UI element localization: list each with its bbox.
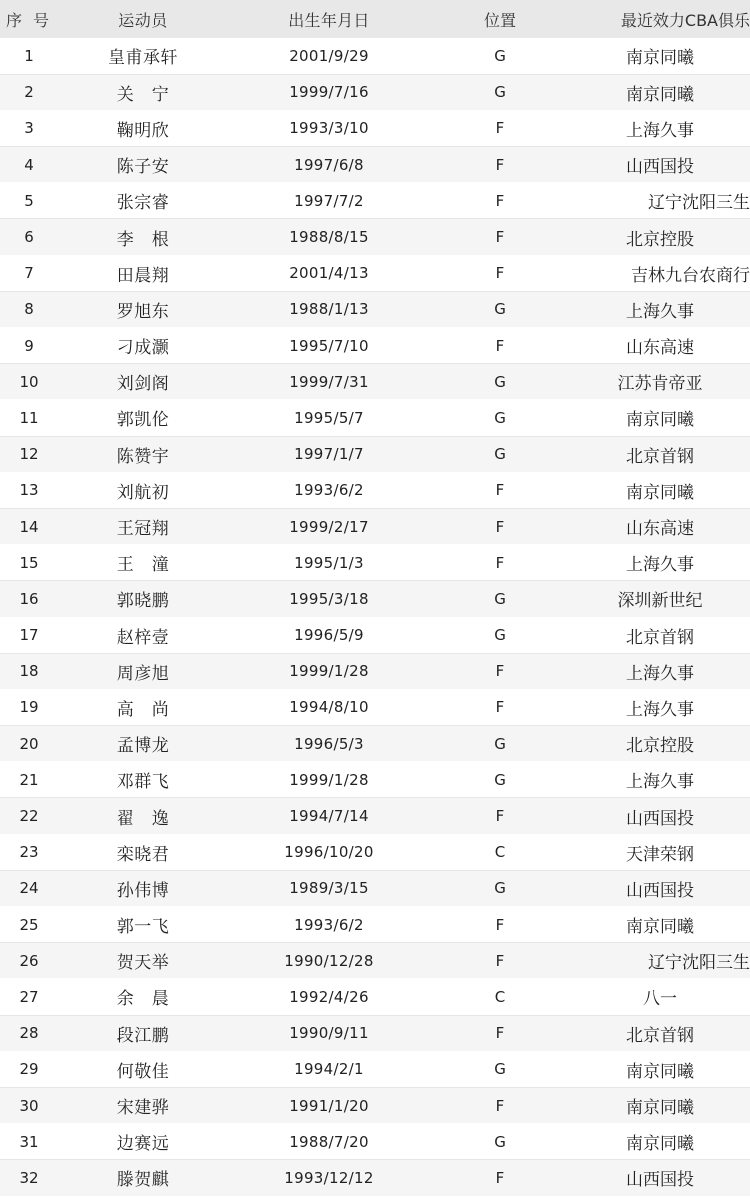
- cell-position: F: [430, 798, 570, 834]
- cell-birthdate: 1991/1/20: [228, 1087, 430, 1123]
- table-row: [0, 147, 750, 183]
- cell-club: 辽宁沈阳三生: [570, 183, 750, 219]
- cell-club: 南京同曦: [570, 1087, 750, 1123]
- cell-number: 15: [0, 545, 58, 581]
- table-row: [0, 726, 750, 762]
- cell-athlete: 宋建骅: [58, 1087, 228, 1123]
- cell-position: F: [430, 219, 570, 255]
- cell-athlete: 周彦旭: [58, 653, 228, 689]
- cell-club: 上海久事: [570, 545, 750, 581]
- cell-athlete: 郭凯伦: [58, 400, 228, 436]
- cell-birthdate: 1995/1/3: [228, 545, 430, 581]
- cell-athlete: 鞠明欣: [58, 110, 228, 146]
- cell-athlete: 何敬佳: [58, 1051, 228, 1087]
- header-number: 序 号: [5, 10, 53, 30]
- cell-number: 2: [0, 74, 58, 110]
- cell-club: 江苏肯帝亚: [570, 364, 750, 400]
- cell-birthdate: 1997/6/8: [228, 147, 430, 183]
- cell-birthdate: 1993/12/12: [228, 1160, 430, 1196]
- cell-athlete: 关 宁: [58, 74, 228, 110]
- cell-athlete: 栾晓君: [58, 834, 228, 870]
- cell-number: 12: [0, 436, 58, 472]
- table-row: [0, 581, 750, 617]
- table-row: [0, 762, 750, 798]
- table-row: [0, 689, 750, 725]
- cell-number: 21: [0, 762, 58, 798]
- cell-birthdate: 1992/4/26: [228, 979, 430, 1015]
- cell-birthdate: 1999/1/28: [228, 653, 430, 689]
- cell-athlete: 段江鹏: [58, 1015, 228, 1051]
- table-row: [0, 1087, 750, 1123]
- cell-club: 上海久事: [570, 653, 750, 689]
- cell-number: 18: [0, 653, 58, 689]
- cell-club: 南京同曦: [570, 74, 750, 110]
- cell-club: 吉林九台农商行: [570, 255, 750, 291]
- cell-club: 北京首钢: [570, 436, 750, 472]
- cell-club: 山东高速: [570, 508, 750, 544]
- cell-number: 5: [0, 183, 58, 219]
- cell-club: 北京控股: [570, 726, 750, 762]
- cell-athlete: 刘剑阁: [58, 364, 228, 400]
- cell-position: F: [430, 255, 570, 291]
- cell-athlete: 郭晓鹏: [58, 581, 228, 617]
- table-row: [0, 545, 750, 581]
- cell-athlete: 陈赞宇: [58, 436, 228, 472]
- table-header: [0, 0, 750, 38]
- cell-club: 山东高速: [570, 328, 750, 364]
- cell-athlete: 王 潼: [58, 545, 228, 581]
- cell-position: G: [430, 617, 570, 653]
- cell-position: F: [430, 1015, 570, 1051]
- cell-number: 6: [0, 219, 58, 255]
- cell-athlete: 贺天举: [58, 943, 228, 979]
- cell-position: F: [430, 147, 570, 183]
- cell-birthdate: 1999/7/31: [228, 364, 430, 400]
- cell-birthdate: 1995/3/18: [228, 581, 430, 617]
- cell-number: 20: [0, 726, 58, 762]
- cell-birthdate: 1999/1/28: [228, 762, 430, 798]
- table-row: [0, 508, 750, 544]
- cell-position: G: [430, 291, 570, 327]
- cell-position: F: [430, 1160, 570, 1196]
- cell-position: G: [430, 364, 570, 400]
- cell-birthdate: 1989/3/15: [228, 870, 430, 906]
- table-row: [0, 907, 750, 943]
- cell-number: 4: [0, 147, 58, 183]
- table-row: [0, 74, 750, 110]
- cell-position: F: [430, 1087, 570, 1123]
- cell-number: 30: [0, 1087, 58, 1123]
- cell-athlete: 边赛远: [58, 1124, 228, 1160]
- table-row: [0, 110, 750, 146]
- cell-club: 山西国投: [570, 147, 750, 183]
- table-body: [0, 38, 750, 1196]
- cell-number: 22: [0, 798, 58, 834]
- cell-athlete: 皇甫承轩: [58, 38, 228, 74]
- table-row: [0, 798, 750, 834]
- table-row: [0, 617, 750, 653]
- cell-position: F: [430, 328, 570, 364]
- cell-number: 16: [0, 581, 58, 617]
- cell-number: 17: [0, 617, 58, 653]
- cell-club: 辽宁沈阳三生: [570, 943, 750, 979]
- table-row: [0, 400, 750, 436]
- table-row: [0, 834, 750, 870]
- cell-club: 北京首钢: [570, 1015, 750, 1051]
- cell-position: G: [430, 1051, 570, 1087]
- cell-position: G: [430, 38, 570, 74]
- cell-number: 8: [0, 291, 58, 327]
- cell-position: G: [430, 762, 570, 798]
- cell-club: 南京同曦: [570, 400, 750, 436]
- cell-number: 9: [0, 328, 58, 364]
- cell-number: 19: [0, 689, 58, 725]
- cell-club: 上海久事: [570, 762, 750, 798]
- cell-club: 南京同曦: [570, 1124, 750, 1160]
- cell-athlete: 陈子安: [58, 147, 228, 183]
- table-row: [0, 870, 750, 906]
- cell-birthdate: 1990/9/11: [228, 1015, 430, 1051]
- cell-club: 南京同曦: [570, 472, 750, 508]
- table-row: [0, 943, 750, 979]
- cell-athlete: 高 尚: [58, 689, 228, 725]
- cell-number: 13: [0, 472, 58, 508]
- cell-position: F: [430, 653, 570, 689]
- cell-number: 29: [0, 1051, 58, 1087]
- cell-club: 山西国投: [570, 870, 750, 906]
- table-row: [0, 1051, 750, 1087]
- table-row: [0, 255, 750, 291]
- cell-athlete: 张宗睿: [58, 183, 228, 219]
- cell-club: 北京首钢: [570, 617, 750, 653]
- cell-position: F: [430, 545, 570, 581]
- cell-birthdate: 1996/10/20: [228, 834, 430, 870]
- table-row: [0, 183, 750, 219]
- cell-position: C: [430, 834, 570, 870]
- cell-athlete: 余 晨: [58, 979, 228, 1015]
- cell-birthdate: 1988/7/20: [228, 1124, 430, 1160]
- cell-athlete: 田晨翔: [58, 255, 228, 291]
- cell-birthdate: 1997/7/2: [228, 183, 430, 219]
- cell-position: G: [430, 1124, 570, 1160]
- table-row: [0, 1015, 750, 1051]
- cell-position: G: [430, 581, 570, 617]
- cell-position: F: [430, 907, 570, 943]
- table-row: [0, 979, 750, 1015]
- cell-athlete: 孟博龙: [58, 726, 228, 762]
- cell-athlete: 翟 逸: [58, 798, 228, 834]
- cell-birthdate: 1993/3/10: [228, 110, 430, 146]
- cell-position: G: [430, 400, 570, 436]
- cell-birthdate: 1996/5/9: [228, 617, 430, 653]
- table-row: [0, 436, 750, 472]
- cell-position: C: [430, 979, 570, 1015]
- cell-number: 31: [0, 1124, 58, 1160]
- cell-position: G: [430, 726, 570, 762]
- cell-club: 上海久事: [570, 689, 750, 725]
- cell-number: 32: [0, 1160, 58, 1196]
- cell-birthdate: 1994/8/10: [228, 689, 430, 725]
- cell-birthdate: 1993/6/2: [228, 472, 430, 508]
- cell-club: 深圳新世纪: [570, 581, 750, 617]
- cell-athlete: 郭一飞: [58, 907, 228, 943]
- cell-club: 山西国投: [570, 798, 750, 834]
- header-club: 最近效力CBA俱乐: [620, 10, 750, 30]
- cell-birthdate: 1996/5/3: [228, 726, 430, 762]
- cell-number: 3: [0, 110, 58, 146]
- cell-athlete: 王冠翔: [58, 508, 228, 544]
- cell-birthdate: 1994/2/1: [228, 1051, 430, 1087]
- cell-position: G: [430, 436, 570, 472]
- cell-athlete: 李 根: [58, 219, 228, 255]
- table-row: [0, 219, 750, 255]
- cell-club: 南京同曦: [570, 1051, 750, 1087]
- cell-birthdate: 2001/4/13: [228, 255, 430, 291]
- cell-birthdate: 1999/2/17: [228, 508, 430, 544]
- table-row: [0, 38, 750, 74]
- cell-birthdate: 1988/8/15: [228, 219, 430, 255]
- cell-club: 北京控股: [570, 219, 750, 255]
- cell-position: F: [430, 943, 570, 979]
- cell-number: 14: [0, 508, 58, 544]
- cell-club: 上海久事: [570, 291, 750, 327]
- cell-number: 10: [0, 364, 58, 400]
- table-row: [0, 1124, 750, 1160]
- cell-athlete: 滕贺麒: [58, 1160, 228, 1196]
- cell-position: F: [430, 508, 570, 544]
- cell-athlete: 罗旭东: [58, 291, 228, 327]
- cell-birthdate: 2001/9/29: [228, 38, 430, 74]
- header-athlete: 运动员: [118, 10, 168, 30]
- cell-position: F: [430, 110, 570, 146]
- cell-club: 南京同曦: [570, 907, 750, 943]
- table-row: [0, 291, 750, 327]
- cell-athlete: 邓群飞: [58, 762, 228, 798]
- cell-birthdate: 1994/7/14: [228, 798, 430, 834]
- cell-club: 山西国投: [570, 1160, 750, 1196]
- cell-athlete: 刁成灏: [58, 328, 228, 364]
- table-row: [0, 472, 750, 508]
- table-row: [0, 328, 750, 364]
- cell-birthdate: 1988/1/13: [228, 291, 430, 327]
- cell-birthdate: 1995/5/7: [228, 400, 430, 436]
- cell-athlete: 刘航初: [58, 472, 228, 508]
- cell-birthdate: 1995/7/10: [228, 328, 430, 364]
- cell-birthdate: 1997/1/7: [228, 436, 430, 472]
- cell-number: 24: [0, 870, 58, 906]
- cell-birthdate: 1999/7/16: [228, 74, 430, 110]
- cell-athlete: 赵梓壹: [58, 617, 228, 653]
- cell-position: F: [430, 689, 570, 725]
- cell-position: G: [430, 74, 570, 110]
- cell-club: 天津荣钢: [570, 834, 750, 870]
- cell-number: 27: [0, 979, 58, 1015]
- cell-club: 南京同曦: [570, 38, 750, 74]
- table-row: [0, 1160, 750, 1196]
- cell-athlete: 孙伟博: [58, 870, 228, 906]
- cell-number: 23: [0, 834, 58, 870]
- cell-club: 上海久事: [570, 110, 750, 146]
- cell-number: 1: [0, 38, 58, 74]
- cell-position: F: [430, 183, 570, 219]
- cell-number: 28: [0, 1015, 58, 1051]
- cell-birthdate: 1990/12/28: [228, 943, 430, 979]
- cell-number: 11: [0, 400, 58, 436]
- cell-number: 26: [0, 943, 58, 979]
- table-row: [0, 653, 750, 689]
- cell-club: 八一: [570, 979, 750, 1015]
- header-row: [0, 0, 750, 38]
- cell-position: F: [430, 472, 570, 508]
- cell-number: 7: [0, 255, 58, 291]
- cell-birthdate: 1993/6/2: [228, 907, 430, 943]
- cell-position: G: [430, 870, 570, 906]
- table-row: [0, 364, 750, 400]
- header-birthdate: 出生年月日: [288, 10, 370, 30]
- cell-number: 25: [0, 907, 58, 943]
- header-position: 位置: [483, 10, 516, 30]
